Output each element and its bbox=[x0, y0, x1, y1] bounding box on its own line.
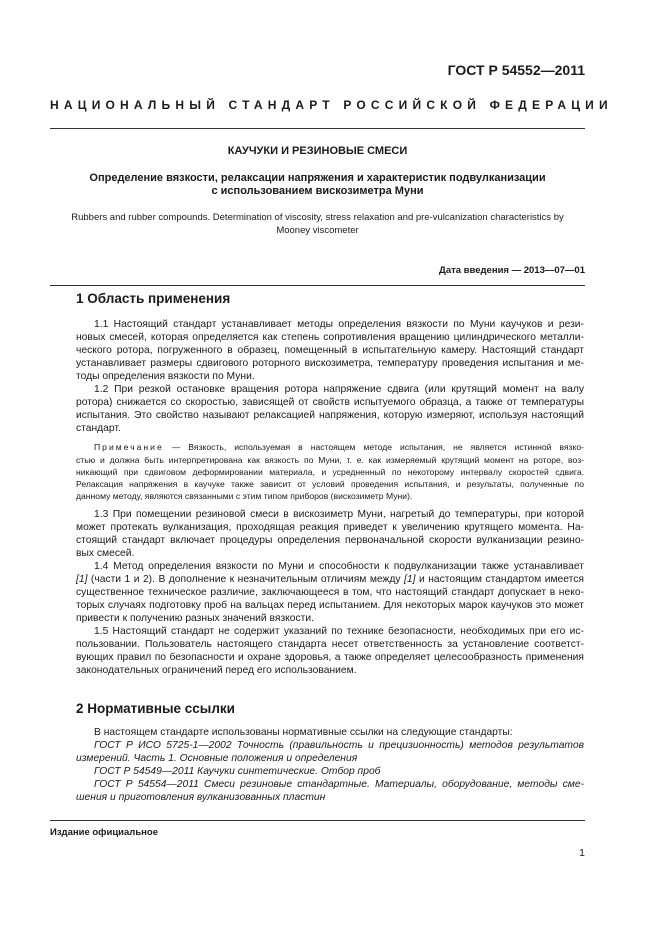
note-line: данному методу, являются связанными с этим типом приборов (вискозиметр Муни). bbox=[76, 491, 413, 501]
paragraph-line: испытания. Это свойство называют релаксацией напряжения, которую измеряют, используя настоящий bbox=[76, 410, 584, 421]
paragraph-line: может протекать вулканизация, проходящая реакция приведет к увеличению крутящего момента. На- bbox=[76, 522, 584, 533]
document-subtitle bbox=[70, 172, 565, 198]
paragraph-text: (части 1 и 2). В дополнение к незначительным отличиям между bbox=[87, 574, 405, 585]
paragraph-line: 1.4 Метод определения вязкости по Муни и способности к подвулканизации также устанавливает bbox=[94, 561, 584, 572]
paragraph-line: ротора) снижается со скоростью, зависящей от свойств испытуемого образца, а также от температуры bbox=[76, 397, 584, 408]
page-number: 1 bbox=[579, 847, 585, 859]
document-title: КАУЧУКИ И РЕЗИНОВЫЕ СМЕСИ bbox=[227, 145, 408, 157]
official-edition-label: Издание официальное bbox=[50, 827, 158, 838]
paragraph-line: тоды определения вязкости по Муни. bbox=[76, 371, 255, 382]
paragraph-line bbox=[76, 574, 584, 587]
paragraph-line: торых случаях подготовку проб на вальцах перед испытанием. Для некоторых марок каучуков это может bbox=[76, 600, 584, 611]
normative-reference: ГОСТ Р ИСО 5725-1—2002 Точность (правильность и прецизионность) методов результатов bbox=[94, 740, 584, 751]
top-divider bbox=[50, 128, 585, 129]
normative-reference: ГОСТ Р 54554—2011 Смеси резиновые стандартные. Материалы, оборудование, методы сме- bbox=[94, 779, 584, 790]
paragraph-line: законодательных ограничений перед его использованием. bbox=[76, 665, 357, 676]
english-title bbox=[58, 211, 577, 237]
footer-divider bbox=[50, 820, 585, 821]
reference-link[interactable]: [1] bbox=[76, 574, 88, 585]
paragraph-line: 1.2 При резкой остановке вращения ротора напряжение сдвига (или крутящий момент на валу bbox=[94, 384, 584, 395]
normative-reference: ГОСТ Р 54549—2011 Каучуки синтетические. Отбор проб bbox=[94, 766, 381, 777]
paragraph-line: ческого ротора, погруженного в образец, помещенный в испытательную камеру. Настоящий стандарт bbox=[76, 345, 584, 356]
paragraph-line: вых смесей. bbox=[76, 548, 135, 559]
normative-reference: шения и приготовления вулканизованных пластин bbox=[76, 792, 326, 803]
paragraph-line: стоящий стандарт включает процедуры определения первоначальной скорости вулканизации резино- bbox=[76, 535, 584, 546]
subtitle-line-2: с использованием вискозиметра Муни bbox=[211, 185, 424, 197]
paragraph-line: привести к получению разных значений вязкости. bbox=[76, 613, 315, 624]
paragraph-line: устанавливает размеры сдвигового роторного вискозиметра, температуру проведения испытания и ме- bbox=[76, 358, 584, 369]
english-title-line-1: Rubbers and rubber compounds. Determination of viscosity, stress relaxation and pre-vulcanization characteristics by bbox=[71, 212, 564, 223]
subtitle-line-1: Определение вязкости, релаксации напряжения и характеристик подвулканизации bbox=[89, 172, 546, 184]
national-standard-banner: НАЦИОНАЛЬНЫЙ СТАНДАРТ РОССИЙСКОЙ ФЕДЕРАЦИИ bbox=[50, 98, 613, 112]
note-line bbox=[76, 441, 584, 453]
section-1-heading: 1 Область применения bbox=[76, 291, 231, 306]
section-2-heading: 2 Нормативные ссылки bbox=[76, 701, 235, 716]
paragraph-line: существенное техническое различие, заключающееся в том, что настоящий стандарт допускает в неко- bbox=[76, 587, 584, 598]
paragraph-line: стандарт. bbox=[76, 423, 121, 434]
paragraph-line: В настоящем стандарте использованы нормативные ссылки на следующие стандарты: bbox=[94, 727, 513, 738]
paragraph-line: 1.1 Настоящий стандарт устанавливает методы определения вязкости по Муни каучуков и рези- bbox=[94, 319, 584, 330]
paragraph-line: новых смесей, которая определяется как степень сопротивления вращению цилиндрического металли- bbox=[76, 332, 584, 343]
reference-link[interactable]: [1] bbox=[404, 574, 416, 585]
paragraph-line: 1.3 При помещении резиновой смеси в вискозиметр Муни, нагретый до температуры, при которой bbox=[94, 509, 584, 520]
note-line: никающий при сдвиговом деформировании материала, и усредненный по некоторому интервалу скоростей сдвига. bbox=[76, 467, 584, 477]
paragraph-line: вующих правил по безопасности и охране здоровья, а также определяет целесообразность применения bbox=[76, 652, 584, 663]
note-line: Релаксация напряжения в каучуке также зависит от условий проведения испытания, и результаты, полученные по bbox=[76, 479, 584, 489]
normative-reference: измерений. Часть 1. Основные положения и определения bbox=[76, 753, 358, 764]
note-text: — Вязкость, используемая в настоящем методе испытания, не является истинной вязко- bbox=[163, 442, 584, 452]
paragraph-text: и настоящим стандартом имеется bbox=[415, 574, 584, 585]
paragraph-line: 1.5 Настоящий стандарт не содержит указаний по технике безопасности, необходимых при его ис- bbox=[94, 626, 584, 637]
date-divider bbox=[50, 285, 585, 286]
introduction-date: Дата введения — 2013—07—01 bbox=[439, 265, 585, 276]
note-label: Примечание bbox=[94, 442, 164, 452]
standard-number: ГОСТ Р 54552—2011 bbox=[447, 62, 585, 78]
paragraph-line: пользовании. Пользователь настоящего стандарта несет ответственность за установление соответст- bbox=[76, 639, 584, 650]
english-title-line-2: Mooney viscometer bbox=[276, 225, 359, 236]
note-line: стью и должна быть интерпретирована как вязкость по Муни, т. е. как измеряемый крутящий момент на роторе, воз- bbox=[76, 455, 584, 465]
